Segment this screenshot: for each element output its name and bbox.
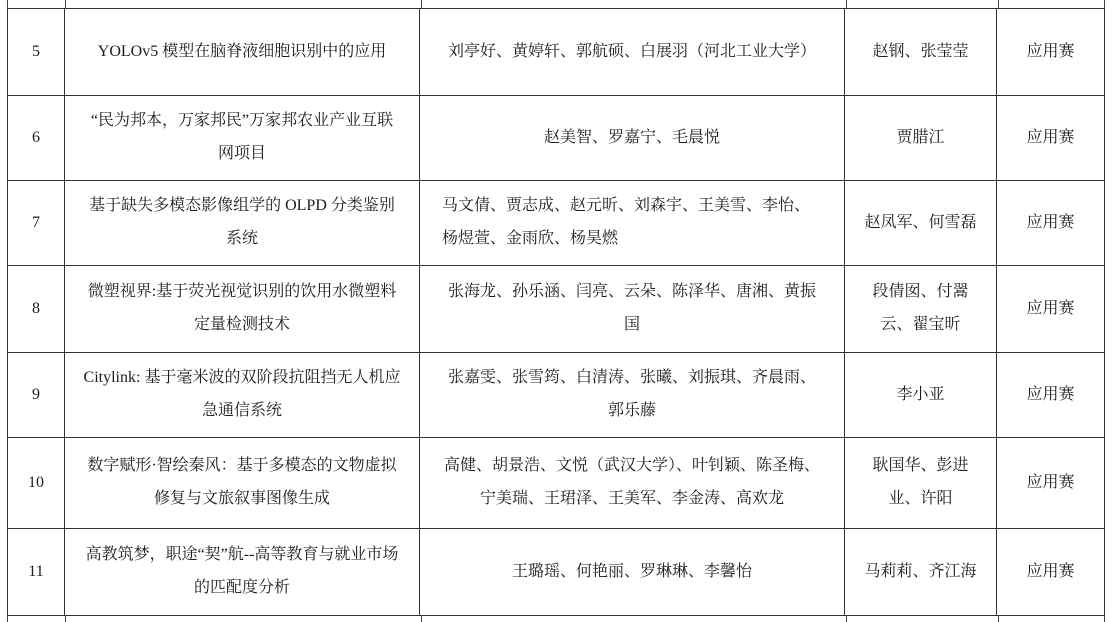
advisors-cell: 赵钢、张莹莹 — [845, 9, 997, 95]
table-row — [8, 96, 1104, 181]
row-number-cell: 8 — [8, 266, 65, 352]
awards-table — [7, 8, 1105, 616]
table-grid-line — [7, 615, 8, 622]
team-members-cell: 高健、胡景浩、文悦（武汉大学）、叶钊颖、陈圣梅、宁美瑞、王珺泽、王美军、李金涛、高欢龙 — [420, 438, 845, 528]
project-title-cell: “民为邦本，万家邦民”万家邦农业产业互联网项目 — [65, 96, 420, 180]
table-row — [8, 181, 1104, 266]
category-cell: 应用赛 — [1026, 385, 1075, 403]
table-row — [8, 266, 1104, 353]
project-title-cell: 微塑视界:基于荧光视觉识别的饮用水微塑料定量检测技术 — [65, 266, 420, 352]
team-members-cell: 张海龙、孙乐涵、闫亮、云朵、陈泽华、唐湘、黄振国 — [420, 266, 845, 352]
cropped-row-above — [0, 0, 1112, 8]
table-grid-line — [65, 0, 66, 8]
table-grid-line — [1104, 0, 1105, 8]
advisors-cell: 贾腊江 — [845, 96, 997, 180]
row-number-cell: 5 — [8, 9, 65, 95]
row-number-cell: 11 — [8, 529, 65, 615]
project-title-cell: YOLOv5 模型在脑脊液细胞识别中的应用 — [65, 9, 420, 95]
advisors-cell: 段倩囡、付翯云、翟宝昕 — [845, 266, 997, 352]
row-number-cell: 9 — [8, 353, 65, 437]
advisors-cell: 赵凤军、何雪磊 — [845, 181, 997, 265]
category-cell: 应用赛 — [1026, 42, 1075, 60]
team-members-cell: 刘亭好、黄婷轩、郭航硕、白展羽（河北工业大学） — [420, 9, 845, 95]
table-row — [8, 438, 1104, 529]
advisors-cell: 马莉莉、齐江海 — [845, 529, 997, 615]
table-grid-line — [1104, 615, 1105, 622]
project-title-cell: 基于缺失多模态影像组学的 OLPD 分类鉴别系统 — [65, 181, 420, 265]
category-cell: 应用赛 — [1026, 562, 1075, 580]
category-cell: 应用赛 — [1026, 213, 1075, 231]
cropped-row-below — [0, 615, 1112, 622]
table-grid-line — [998, 615, 999, 622]
advisors-cell: 耿国华、彭进业、许阳 — [845, 438, 997, 528]
category-cell: 应用赛 — [1026, 473, 1075, 491]
table-grid-line — [846, 0, 847, 8]
table-grid-line — [7, 0, 8, 8]
project-title-cell: 高教筑梦，职途“契”航--高等教育与就业市场的匹配度分析 — [65, 529, 420, 615]
table-grid-line — [998, 0, 999, 8]
project-title-cell: Citylink: 基于毫米波的双阶段抗阻挡无人机应急通信系统 — [65, 353, 420, 437]
category-cell: 应用赛 — [1026, 299, 1075, 317]
table-grid-line — [65, 615, 66, 622]
table-grid-line — [846, 615, 847, 622]
team-members-cell: 赵美智、罗嘉宁、毛晨悦 — [420, 96, 845, 180]
project-title-cell: 数字赋形·智绘秦风：基于多模态的文物虚拟修复与文旅叙事图像生成 — [65, 438, 420, 528]
row-number-cell: 10 — [8, 438, 65, 528]
table-row — [8, 353, 1104, 438]
team-members-cell: 马文倩、贾志成、赵元昕、刘森宇、王美雪、李怡、杨煜萱、金雨欣、杨昊燃 — [420, 181, 845, 265]
table-grid-line — [421, 615, 422, 622]
table-row — [8, 9, 1104, 96]
row-number-cell: 7 — [8, 181, 65, 265]
table-row — [8, 529, 1104, 615]
category-cell: 应用赛 — [1026, 128, 1075, 146]
table-grid-line — [421, 0, 422, 8]
row-number-cell: 6 — [8, 96, 65, 180]
team-members-cell: 王璐瑶、何艳丽、罗琳琳、李馨怡 — [420, 529, 845, 615]
team-members-cell: 张嘉雯、张雪筠、白清涛、张曦、刘振琪、齐晨雨、郭乐藤 — [420, 353, 845, 437]
advisors-cell: 李小亚 — [845, 353, 997, 437]
